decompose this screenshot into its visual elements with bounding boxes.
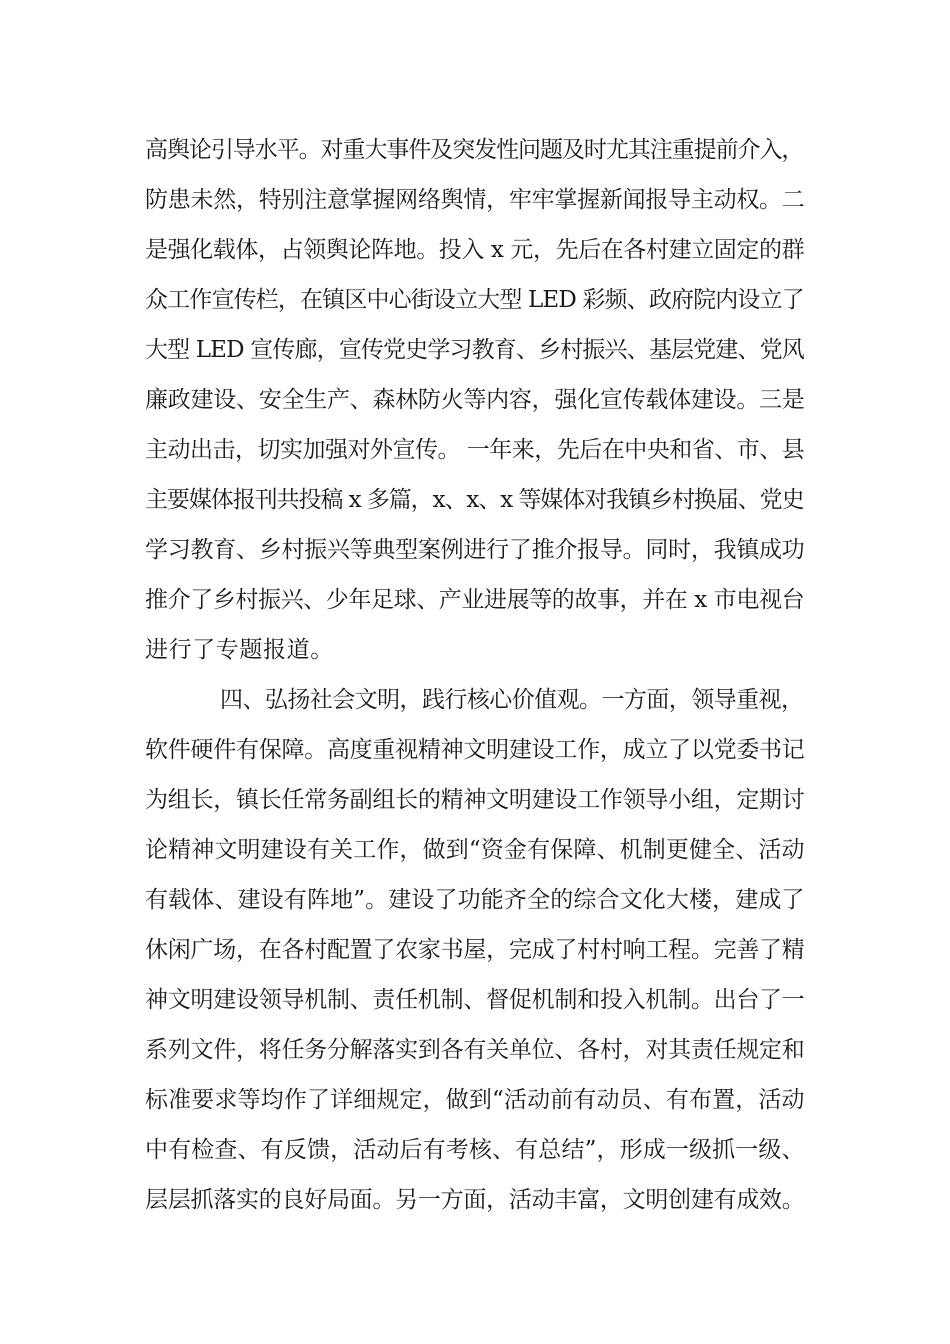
text-line: 大型 LED 宣传廊，宣传党史学习教育、乡村振兴、基层党建、党风 (145, 337, 804, 363)
text-line: 廉政建设、安全生产、森林防火等内容，强化宣传载体建设。三是 (145, 387, 805, 413)
text-line: 众工作宣传栏，在镇区中心街设立大型 LED 彩频、政府院内设立了 (145, 287, 804, 313)
text-line: 软件硬件有保障。高度重视精神文明建设工作，成立了以党委书记 (145, 737, 805, 763)
text-line: 为组长，镇长任常务副组长的精神文明建设工作领导小组，定期讨 (145, 787, 805, 813)
text-line: 高舆论引导水平。对重大事件及突发性问题及时尤其注重提前介入， (145, 137, 804, 163)
text-line: 有载体、建设有阵地”。建设了功能齐全的综合文化大楼，建成了 (145, 887, 805, 913)
text-line: 标准要求等均作了详细规定，做到“活动前有动员、有布置，活动 (145, 1087, 805, 1113)
text-line: 层层抓落实的良好局面。另一方面，活动丰富，文明创建有成效。 (145, 1187, 805, 1213)
text-line: 进行了专题报道。 (145, 637, 334, 663)
text-line: 推介了乡村振兴、少年足球、产业进展等的故事，并在 x 市电视台 (145, 587, 805, 613)
text-line: 系列文件，将任务分解落实到各有关单位、各村，对其责任规定和 (145, 1037, 805, 1063)
text-line: 是强化载体，占领舆论阵地。投入 x 元，先后在各村建立固定的群 (145, 237, 805, 263)
text-line: 中有检查、有反馈，活动后有考核、有总结”，形成一级抓一级、 (145, 1137, 805, 1163)
text-line: 防患未然，特别注意掌握网络舆情，牢牢掌握新闻报导主动权。二 (145, 187, 805, 213)
text-line: 神文明建设领导机制、责任机制、督促机制和投入机制。出台了一 (145, 987, 805, 1013)
text-line: 论精神文明建设有关工作，做到“资金有保障、机制更健全、活动 (145, 837, 805, 863)
text-line: 休闲广场，在各村配置了农家书屋，完成了村村响工程。完善了精 (145, 937, 805, 963)
text-line: 学习教育、乡村振兴等典型案例进行了推介报导。同时，我镇成功 (145, 537, 805, 563)
text-line: 主动出击，切实加强对外宣传。 一年来，先后在中央和省、市、县 (145, 437, 805, 463)
text-line: 主要媒体报刊共投稿 x 多篇，x、x、x 等媒体对我镇乡村换届、党史 (145, 487, 804, 513)
paragraph-heading-line: 四、弘扬社会文明，践行核心价值观。一方面，领导重视， (220, 687, 804, 713)
